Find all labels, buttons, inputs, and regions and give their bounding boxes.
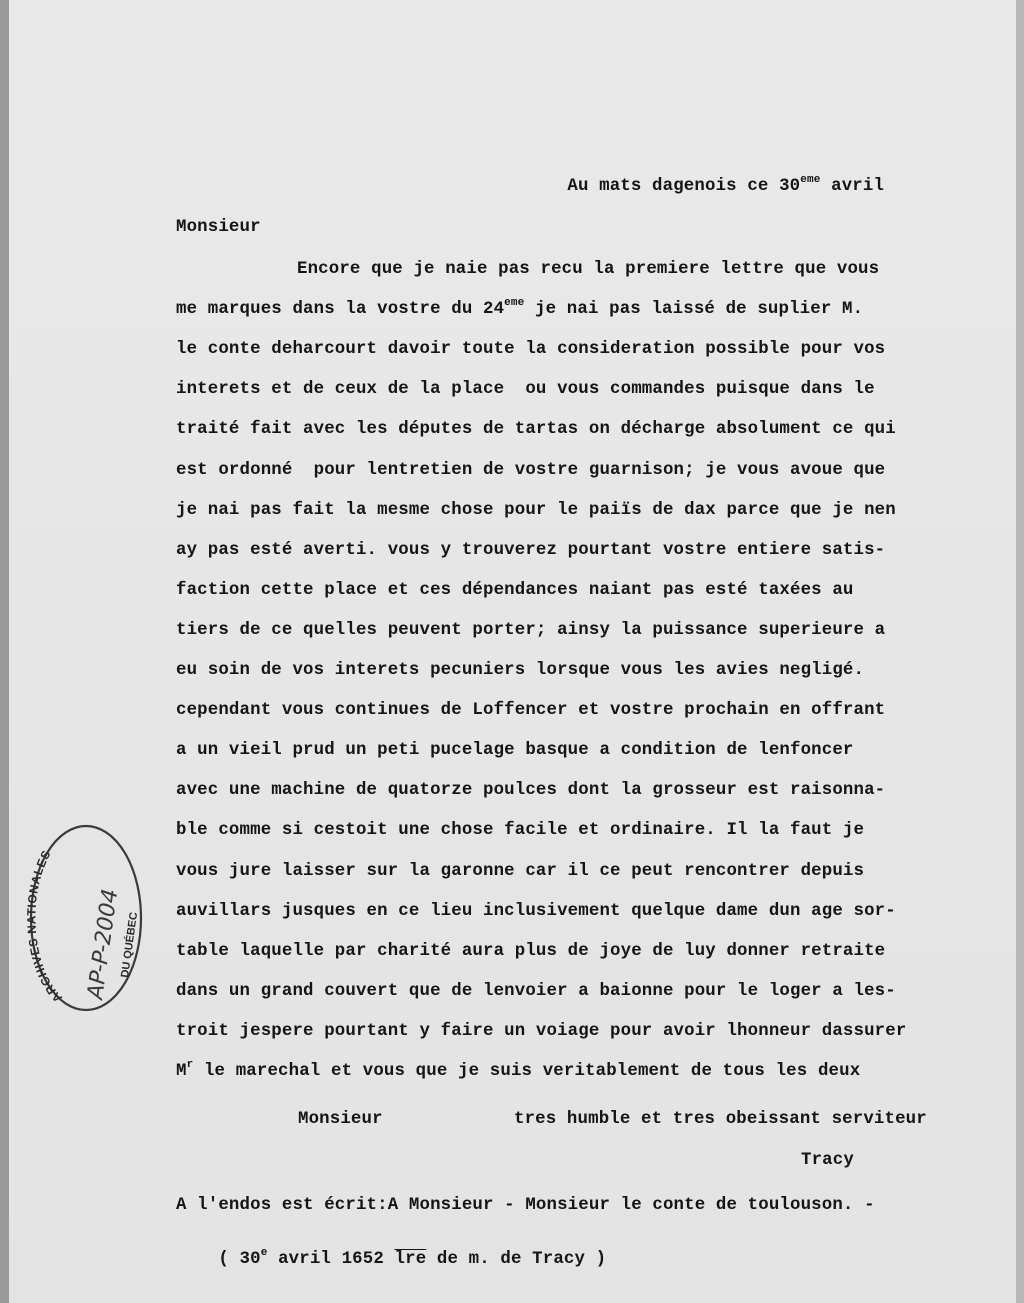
body-line: vous jure laisser sur la garonne car il ce peut rencontrer depuis: [176, 862, 865, 881]
body-line: table laquelle par charité aura plus de joye de luy donner retraite: [176, 942, 886, 961]
body-line: faction cette place et ces dépendances naiant pas esté taxées au: [176, 581, 854, 600]
body-line: traité fait avec les députes de tartas on décharge absolument ce qui: [176, 420, 896, 439]
body-line: est ordonné pour lentretien de vostre guarnison; je vous avoue que: [176, 461, 886, 480]
salutation: Monsieur: [176, 218, 261, 237]
stamp-bottom-text: DU QUÉBEC: [119, 911, 141, 979]
body-line: interets et de ceux de la place ou vous commandes puisque dans le: [176, 380, 875, 399]
endorsement-note: A l'endos est écrit:A Monsieur - Monsieur le conte de toulouson. -: [176, 1196, 875, 1215]
body-line: tiers de ce quelles peuvent porter; ainsy la puissance superieure a: [176, 621, 886, 640]
body-line: eu soin de vos interets pecuniers lorsque vous les avies negligé.: [176, 661, 865, 680]
endorsement-date: ( 30e avril 1652 $\overline{lre}$ de m. de Tracy ): [218, 1247, 607, 1269]
archives-stamp: [24, 818, 146, 1018]
body-line: le conte deharcourt davoir toute la consideration possible pour vos: [176, 340, 886, 359]
body-line: avec une machine de quatorze poulces dont la grosseur est raisonna-: [176, 781, 886, 800]
body-line: troit jespere pourtant y faire un voiage pour avoir lhonneur dassurer: [176, 1022, 907, 1041]
stamp-arc-text: ARCHIVES NATIONALES: [24, 847, 65, 1006]
closing-left: Monsieur: [298, 1110, 383, 1129]
body-line: cependant vous continues de Loffencer et vostre prochain en offrant: [176, 701, 886, 720]
scan-edge-right: [1016, 0, 1024, 1303]
closing-right: tres humble et tres obeissant serviteur: [514, 1110, 927, 1129]
body-line: $M^r$ le marechal et vous que je suis veritablement de tous les deux: [176, 1059, 861, 1081]
signature: Tracy: [801, 1151, 854, 1170]
body-line: a un vieil prud un peti pucelage basque a condition de lenfoncer: [176, 741, 854, 760]
body-line: dans un grand couvert que de lenvoier a baionne pour le loger a les-: [176, 982, 896, 1001]
letter-abbrev: $\overline{lre}$: [394, 1250, 427, 1269]
body-line: me marques dans la vostre du 24eme je nai pas laissé de suplier M.: [176, 297, 864, 319]
body-line: ay pas esté averti. vous y trouverez pourtant vostre entiere satis-: [176, 541, 886, 560]
body-line: Encore que je naie pas recu la premiere lettre que vous: [297, 260, 880, 279]
stamp-handwritten-code: AP-P-2004: [83, 887, 124, 1001]
body-line: auvillars jusques en ce lieu inclusivement quelque dame dun age sor-: [176, 902, 896, 921]
body-line: je nai pas fait la mesme chose pour le paiïs de dax parce que je nen: [176, 501, 896, 520]
body-line: ble comme si cestoit une chose facile et ordinaire. Il la faut je: [176, 821, 865, 840]
scan-edge-left: [0, 0, 9, 1303]
dateline: Au mats dagenois ce 30eme avril: [567, 174, 885, 196]
